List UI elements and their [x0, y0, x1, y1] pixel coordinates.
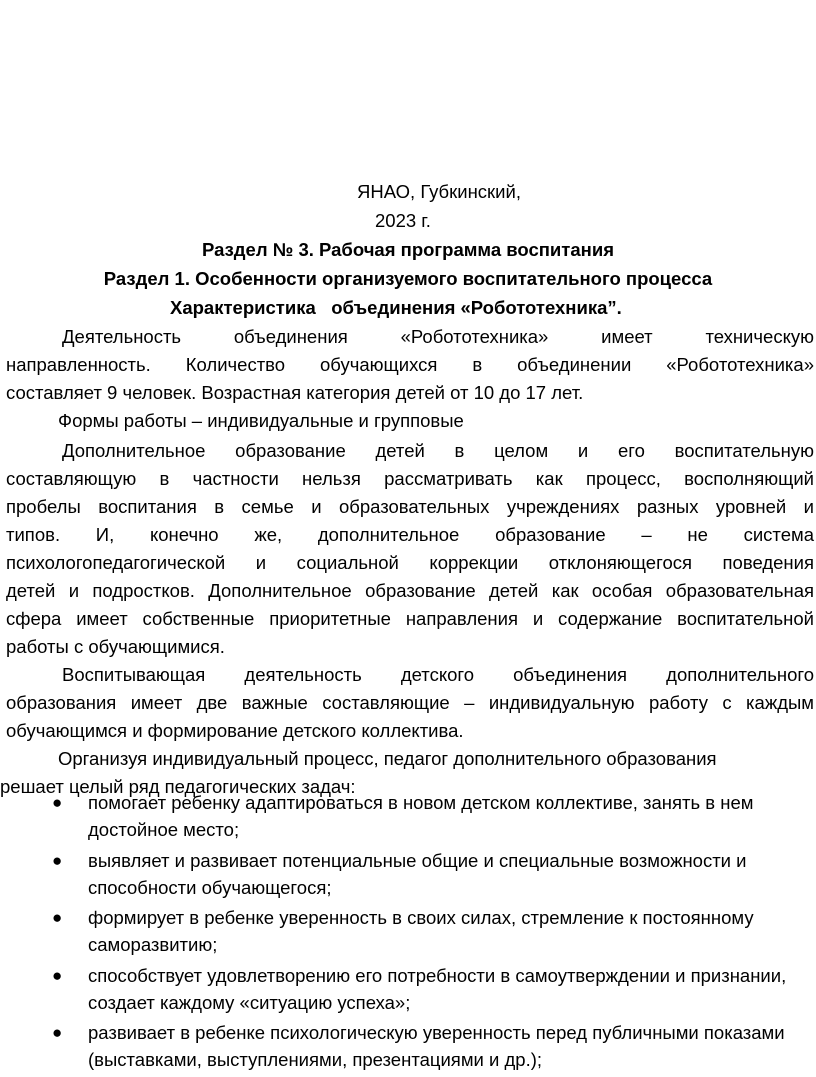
activity-paragraph-line: направленность. Количество обучающихся в объединении «Робототехника» — [6, 354, 814, 375]
additional-paragraph-line: пробелы воспитания в семье и образовательных учреждениях разных уровней и — [6, 496, 814, 517]
educating-paragraph-line: обучающимся и формирование детского коллектива. — [6, 720, 464, 741]
list-item — [52, 847, 792, 901]
additional-paragraph-line: сфера имеет собственные приоритетные направления и содержание воспитательной — [6, 608, 814, 629]
educating-paragraph-line: Воспитывающая деятельность детского объединения дополнительного — [62, 664, 814, 685]
task-text: помогает ребенку адаптироваться в новом детском коллективе, занять в нем достойное место; — [88, 792, 754, 840]
bullet-icon: ● — [52, 965, 63, 985]
additional-paragraph-line: типов. И, конечно же, дополнительное образование – не система — [6, 524, 814, 545]
task-text: выявляет и развивает потенциальные общие и специальные возможности и способности обучающегося; — [88, 849, 747, 898]
list-item — [52, 904, 792, 958]
organizing-paragraph-line: решает целый ряд педагогических задач: — [0, 776, 356, 797]
subsection-title: Раздел 1. Особенности организуемого воспитательного процесса — [103, 268, 713, 289]
bullet-icon: ● — [52, 850, 63, 870]
educating-paragraph-line: образования имеет две важные составляющие – индивидуальную работу с каждым — [6, 692, 814, 713]
activity-paragraph-line: составляет 9 человек. Возрастная категория детей от 10 до 17 лет. — [6, 382, 584, 403]
additional-paragraph-line: психологопедагогической и социальной коррекции отклоняющегося поведения — [6, 552, 814, 573]
organizing-paragraph-line: Организуя индивидуальный процесс, педагог дополнительного образования — [58, 748, 717, 769]
task-text: развивает в ребенке психологическую уверенность перед публичными показами (выставками, выступлениями, презентациями и др.); — [88, 1022, 785, 1070]
additional-paragraph-line: составляющую в частности нельзя рассматривать как процесс, восполняющий — [6, 468, 814, 489]
list-item — [52, 1019, 792, 1073]
list-item — [52, 962, 792, 1016]
header-year: 2023 г. — [375, 210, 431, 231]
forms-of-work: Формы работы – индивидуальные и групповые — [58, 410, 464, 431]
section-title: Раздел № 3. Рабочая программа воспитания — [201, 239, 614, 260]
task-text: способствует удовлетворению его потребности в самоутверждении и признании, создает каждому «ситуацию успеха»; — [88, 964, 787, 1013]
additional-paragraph-line: Дополнительное образование детей в целом и его воспитательную — [62, 440, 814, 461]
additional-paragraph-line: детей и подростков. Дополнительное образование детей как особая образовательная — [6, 580, 814, 601]
additional-paragraph-line: работы с обучающимися. — [6, 636, 225, 657]
task-text: формирует в ребенке уверенность в своих силах, стремление к постоянному саморазвитию; — [88, 907, 754, 955]
bullet-icon: ● — [52, 793, 63, 812]
header-location: ЯНАО, Губкинский, — [357, 181, 521, 202]
activity-paragraph-line: Деятельность объединения «Робототехника» имеет техническую — [62, 326, 814, 347]
characteristic-title: Характеристика объединения «Робототехника”. — [170, 297, 622, 318]
bullet-icon: ● — [52, 1023, 63, 1042]
bullet-icon: ● — [52, 908, 63, 927]
tasks-list — [52, 789, 792, 1077]
list-item — [52, 789, 792, 843]
